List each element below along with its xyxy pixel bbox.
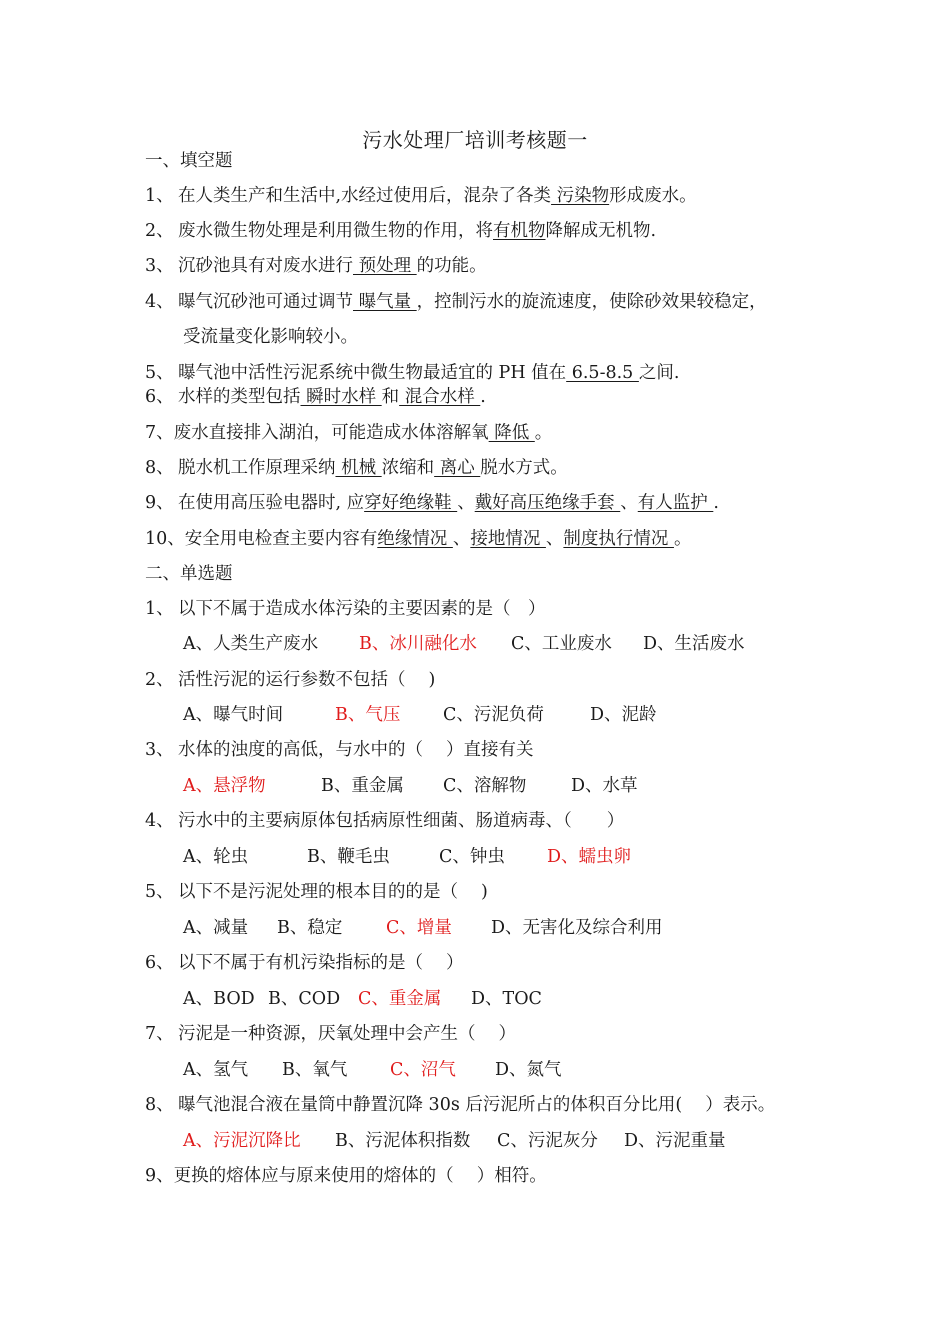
fill-question-4: 4、 曝气沉砂池可通过调节 曝气量 ，控制污水的旋流速度，使除砂效果较稳定，	[145, 292, 767, 312]
fill-answer: 穿好绝缘鞋	[364, 493, 458, 513]
option-a: A、减量	[183, 918, 249, 938]
option-c: C、钟虫	[439, 847, 505, 867]
option-b: B、污泥体积指数	[335, 1131, 471, 1151]
single-question-9: 9、更换的熔体应与原来使用的熔体的（ ）相符。	[145, 1166, 547, 1186]
fill-answer: 有机物	[493, 221, 546, 241]
fill-answer: 接地情况	[470, 529, 546, 549]
option-a: A、轮虫	[183, 847, 249, 867]
fill-answer: 预处理	[353, 256, 417, 276]
fill-question-1: 1、 在人类生产和生活中,水经过使用后，混杂了各类 污染物形成废水。	[145, 186, 697, 206]
fill-question-7: 7、废水直接排入湖泊，可能造成水体溶解氧 降低 。	[145, 423, 553, 443]
option-c: C、工业废水	[511, 634, 612, 654]
fill-question-6: 6、 水样的类型包括 瞬时水样 和 混合水样 .	[145, 387, 486, 407]
single-question-6: 6、 以下不属于有机污染指标的是（ ）	[145, 953, 464, 973]
fill-answer: 戴好高压绝缘手套	[474, 493, 621, 513]
section-heading-single: 二、单选题	[145, 564, 233, 584]
fill-answer: 机械	[335, 458, 382, 478]
fill-question-8: 8、 脱水机工作原理采纳 机械 浓缩和 离心 脱水方式。	[145, 458, 568, 478]
single-options-5	[183, 916, 663, 940]
option-c-correct: C、增量	[386, 918, 452, 938]
option-a-correct: A、悬浮物	[183, 776, 266, 796]
option-b: B、稳定	[277, 918, 343, 938]
option-c: C、污泥灰分	[497, 1131, 598, 1151]
option-c: C、溶解物	[443, 776, 527, 796]
single-options-4	[183, 845, 631, 869]
option-a: A、氢气	[183, 1060, 249, 1080]
option-c: C、污泥负荷	[443, 705, 544, 725]
single-question-4: 4、 污水中的主要病原体包括病原性细菌、肠道病毒、（ ）	[145, 811, 625, 831]
fill-answer: 绝缘情况	[377, 529, 453, 549]
option-d: D、水草	[571, 776, 638, 796]
option-c-correct: C、重金属	[358, 989, 442, 1009]
single-question-3: 3、 水体的浊度的高低，与水中的（ ）直接有关	[145, 740, 534, 760]
fill-answer: 降低	[488, 423, 535, 443]
document-title: 污水处理厂培训考核题一	[362, 128, 588, 152]
option-b: B、氧气	[282, 1060, 348, 1080]
single-question-1: 1、 以下不属于造成水体污染的主要因素的是（ ）	[145, 599, 546, 619]
single-question-5: 5、 以下不是污泥处理的根本目的的是（ )	[145, 882, 488, 902]
option-b: B、重金属	[321, 776, 404, 796]
fill-question-5: 5、 曝气池中活性污泥系统中微生物最适宜的 PH 值在 6.5-8.5 之间.	[145, 363, 680, 383]
option-b: B、鞭毛虫	[307, 847, 390, 867]
fill-question-2: 2、 废水微生物处理是利用微生物的作用，将有机物降解成无机物.	[145, 221, 657, 241]
option-d: D、无害化及综合利用	[491, 918, 663, 938]
single-options-8	[183, 1129, 726, 1153]
option-b-correct: B、冰川融化水	[359, 634, 477, 654]
single-options-1	[183, 632, 745, 656]
option-d: D、生活废水	[643, 634, 745, 654]
option-a: A、BOD	[183, 989, 255, 1009]
option-d: D、污泥重量	[624, 1131, 726, 1151]
fill-question-3: 3、 沉砂池具有对废水进行 预处理 的功能。	[145, 256, 487, 276]
fill-answer: 有人监护	[637, 493, 714, 513]
fill-answer: 6.5-8.5	[566, 363, 639, 383]
fill-question-4-continuation: 受流量变化影响较小。	[183, 327, 358, 347]
option-d-correct: D、蠕虫卵	[547, 847, 632, 867]
fill-answer: 混合水样	[399, 387, 481, 407]
option-d: D、氮气	[495, 1060, 562, 1080]
fill-answer: 曝气量	[353, 292, 417, 312]
option-b: B、COD	[268, 989, 341, 1009]
fill-answer: 瞬时水样	[300, 387, 382, 407]
fill-question-9: 9、 在使用高压验电器时, 应穿好绝缘鞋 、戴好高压绝缘手套 、有人监护 .	[145, 493, 719, 513]
section-heading-fill: 一、填空题	[145, 151, 233, 171]
option-a-correct: A、污泥沉降比	[183, 1131, 301, 1151]
single-question-7: 7、 污泥是一种资源，厌氧处理中会产生（ ）	[145, 1024, 517, 1044]
single-options-2	[183, 703, 657, 727]
option-a: A、人类生产废水	[183, 634, 319, 654]
fill-answer: 污染物	[551, 186, 610, 206]
option-c-correct: C、沼气	[390, 1060, 456, 1080]
fill-answer: 制度执行情况	[563, 529, 674, 549]
option-b-correct: B、气压	[335, 705, 401, 725]
option-d: D、泥龄	[590, 705, 657, 725]
option-d: D、TOC	[471, 989, 542, 1009]
single-question-2: 2、 活性污泥的运行参数不包括（ )	[145, 670, 436, 690]
option-a: A、曝气时间	[183, 705, 284, 725]
single-options-6	[183, 987, 542, 1011]
fill-answer: 离心	[434, 458, 481, 478]
single-options-7	[183, 1058, 562, 1082]
single-options-3	[183, 774, 638, 798]
fill-question-10: 10、安全用电检查主要内容有绝缘情况 、接地情况 、制度执行情况 。	[145, 529, 692, 549]
single-question-8: 8、 曝气池混合液在量筒中静置沉降 30s 后污泥所占的体积百分比用( ）表示。	[145, 1095, 776, 1115]
